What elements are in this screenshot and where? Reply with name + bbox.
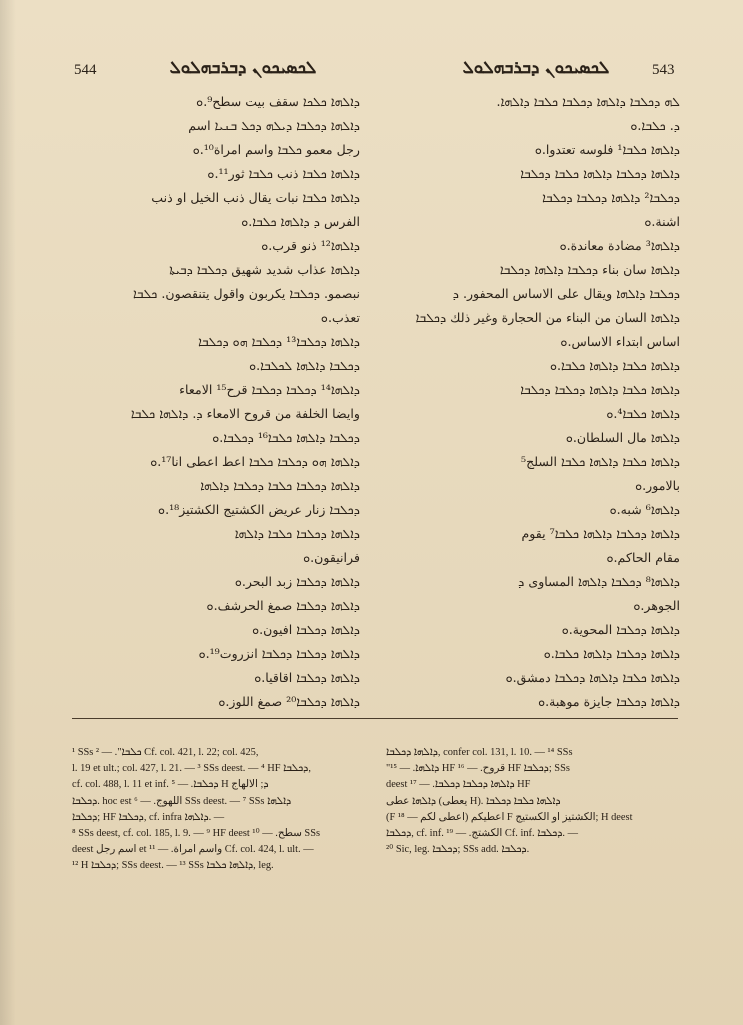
left-column xyxy=(72,90,360,714)
entry-line: ܕܟܠܒܐ ܕܐܠܗܐ ܟܠܒܐ¹⁶ ܕܟܠܒܐ.ܘ xyxy=(212,430,360,445)
entry-line: ܕܐܠܗܐ ܟܠܒܐ ܕܐܠܗܐ ܕܟܠܒܐ ܕܟܠܒܐ xyxy=(520,382,680,397)
footnote-line: ⁸ SSs deest, cf. col. 185, l. 9. — ⁹ HF deest سطح. — ¹⁰ SSs xyxy=(72,828,321,840)
entry-line: الجوهر.ܘ xyxy=(633,598,680,613)
entry-line: اشنة.ܘ xyxy=(644,214,680,229)
footnote-line: (F اعطيكم (اعطى لكم — ¹⁸ F الكشتيز او الكستيج; H deest xyxy=(386,811,633,823)
entry-line: ܕܟܠܒܐ زنار عريض الكشتيج الكشتيز¹⁸.ܘ xyxy=(158,502,360,517)
entry-line: الفرس ܕ ܕܐܠܗܐ ܟܠܒܐ.ܘ xyxy=(241,214,360,229)
entry-line: ܕܐܠܗܐ ܕܟܠܒܐ المحوية.ܘ xyxy=(561,622,680,637)
entry-line: ܕܐܠܗܐ ܕܟܠܒܐ²⁰ صمغ اللوز.ܘ xyxy=(218,694,360,709)
footnote-line: ¹ SSs ܟܠܒܐ". — ² Cf. col. 421, l. 22; col. 425, xyxy=(72,747,259,758)
entry-line: ܕ. ܟܠܒܐ.ܘ xyxy=(630,118,680,133)
entry-line: ܕܐܠܗܐ ܕܟܠܒܐ زبد البحر.ܘ xyxy=(234,574,360,589)
entry-line: ܠܗ ܕܟܠܒܐ ܕܐܠܗܐ ܕܟܠܒܐ ܟܠܒܐ ܕܐܠܗܐ. xyxy=(496,94,680,109)
entry-line: ܕܟܠܒܐ ܕܐܠܗܐ ويقال على الاساس المحفور. ܕ xyxy=(452,286,680,301)
entry-line: ܕܐܠܗܐ⁶ شبه.ܘ xyxy=(609,502,680,517)
entry-line: ܕܐܠܗܐ ܟܠܟܐ سقف بيت سطح⁹.ܘ xyxy=(196,94,360,109)
entry-line: ܕܐܠܗܐ ܕܟܠܒܐ ܕܐܠܗܐ ܟܠܒܐ.ܘ xyxy=(543,646,680,661)
entry-line: ܕܐܠܗܐ السان من البناء من الحجارة وغير ذلك ܕܟܠܒܐ xyxy=(415,310,680,325)
entry-line: ܕܟܠܒܐ ܕܐܠܗܐ ܠܟܠܒܐ.ܘ xyxy=(249,358,360,373)
entry-line: ܕܐܠܗܐ ܕܟܠܒܐ¹³ ܕܟܠܒܐ ܗܘ ܕܟܠܒܐ xyxy=(198,334,360,349)
left-footnotes xyxy=(72,745,362,875)
entry-line: ܕܐܠܗܐ³ مضادة معاندة.ܘ xyxy=(559,238,680,253)
entry-line: ܕܐܠܗܐ ܕܟܠܒܐ افيون.ܘ xyxy=(252,622,360,637)
entry-line: ܕܐܠܗܐ عذاب شديد شهيق ܕܟܠܒܐ ܕܒܝܬܐ xyxy=(169,262,360,277)
entry-line: ܕܐܠܗܐ ܕܟܠܒܐ ܕܝܠܗ ܕܟܠ ܒܢܝܐ اسم xyxy=(188,118,360,133)
entry-line: ܕܟܠܒܐ² ܕܐܠܗܐ ܕܟܠܒܐ ܕܟܠܒܐ xyxy=(542,190,680,205)
footnote-line: cf. col. 488, l. 11 et inf. ܕܟܠܒܐ. — ⁵ H ܕ; الالهاج xyxy=(72,779,269,791)
entry-line: ܕܐܠܗܐ ܕܟܠܒܐ صمغ الحرشف.ܘ xyxy=(206,598,360,613)
entry-line: رجل معمو ܟܠܒܐ واسم امراة¹⁰.ܘ xyxy=(192,142,360,157)
footnote-line: ܕܟܠܒܐ; HF ܕܟܠܒܐ, cf. infra ܕܐܠܗܐ. — xyxy=(72,811,225,823)
entry-line: ܕܐܠܗܐ⁸ ܕܟܠܒܐ ܕܐܠܗܐ المساوى ܕ xyxy=(518,574,680,589)
entry-line: ܕܐܠܗܐ ܕܟܠܒܐ ܕܟܠܒܐ انزروت¹⁹.ܘ xyxy=(198,646,360,661)
entry-line: ܕܐܠܗܐ مال السلطان.ܘ xyxy=(565,430,680,445)
right-footnotes xyxy=(386,745,678,858)
entry-line: ܕܐܠܗܐ ܗܘ ܕܟܠܒܐ ܟܠܒܐ اعط اعطى انا¹⁷.ܘ xyxy=(150,454,360,469)
footnote-line: ²⁰ Sic, leg. ܕܟܠܒܐ; SSs add. ܕܟܠܒܐ. xyxy=(386,844,530,856)
footnote-line: ¹² H ܕܟܠܒܐ; SSs deest. — ¹³ SSs ܕܐܠܗܐ ܟܠܒܐ, leg. xyxy=(72,860,274,872)
entry-line: تعذب.ܘ xyxy=(320,310,360,325)
entry-line: ܕܐܠܗܐ ܕܟܠܒܐ ܕܐܠܗܐ ܟܠܒܐ⁷ يقوم xyxy=(521,526,680,541)
entry-line: ܕܐܠܗܐ¹² ذنو قرب.ܘ xyxy=(261,238,360,253)
right-page-number: 543 xyxy=(652,62,675,78)
footnote-line: ܕܟܠܒܐ, cf. inf. الكشتج. — ¹⁹ Cf. inf. ܕܟܠܒܐ. — xyxy=(386,828,578,840)
right-column xyxy=(386,90,680,714)
right-running-head: ܠܟܣܝܟܘܢ ܕܒܪܒܗܠܘܠ xyxy=(462,58,610,78)
entry-line: فرانيقون.ܘ xyxy=(303,550,360,565)
footnote-line: ܕܐܠܗܐ عطى (يعطى H). ܕܐܠܗܐ ܟܠܒܐ ܕܟܠܒܐ xyxy=(386,795,561,807)
entry-line: وايضا الخلفة من قروح الامعاء ܕ. ܕܐܠܗܐ ܟܠܒܐ xyxy=(130,406,360,421)
left-running-head: ܠܟܣܝܟܘܢ ܕܒܪܒܗܠܘܠ xyxy=(169,58,317,78)
left-page-number: 544 xyxy=(74,62,97,78)
entry-line: ܕܐܠܗܐ ܟܠܒܐ⁴.ܘ xyxy=(606,406,680,421)
footnote-rule xyxy=(72,718,678,719)
footnote-line: "ܕܐܠܗܐ. — ¹⁵ HF قروح. — ¹⁶ HF ܕܟܠܒܐ; SSs xyxy=(386,763,570,775)
footnote-line: l. 19 et ult.; col. 427, l. 21. — ³ SSs deest. — ⁴ HF ܕܟܠܒܐ, xyxy=(72,763,311,775)
entry-line: نبصمو. ܕܟܠܒܐ يكربون واقول يتنقصون. ܟܠܒܐ xyxy=(133,286,360,301)
entry-line: ܕܐܠܗܐ ܟܠܒܐ¹ فلوسه تعتدوا.ܘ xyxy=(534,142,680,157)
entry-line: ܕܐܠܗܐ ܟܠܒܐ ܕܐܠܗܐ ܕܟܠܒܐ دمشق.ܘ xyxy=(505,670,680,685)
footnote-line: ܕܐܠܗܐ ܕܟܠܒܐ, confer col. 131, l. 10. — ¹⁴ SSs xyxy=(386,747,573,758)
entry-line: ܕܐܠܗܐ ܕܟܠܒܐ جايزة موهبة.ܘ xyxy=(538,694,680,709)
footnote-line: ܕܟܠܒܐ. hoc est اللهوج. — ⁶ SSs deest. — ⁷ SSs ܕܐܠܗܐ xyxy=(72,795,292,807)
entry-line: ܕܐܠܗܐ ܕܟܠܒܐ ܟܠܒܐ ܕܐܠܗܐ xyxy=(234,526,360,541)
entry-line: ܕܐܠܗܐ ܕܟܠܒܐ اقاقيا.ܘ xyxy=(254,670,360,685)
entry-line: بالامور.ܘ xyxy=(635,478,680,493)
entry-line: ܕܐܠܗܐ ܟܠܒܐ نبات يقال ذنب الخيل او ذنب xyxy=(151,190,360,205)
footnote-line: deest ܕܐܠܗܐ ܕܟܠܒܐ ܕܟܠܒܐ. — ¹⁷ HF xyxy=(386,779,531,791)
footnote-line: deest اسم رجل et واسم امراة. — ¹¹ Cf. col. 424, l. ult. — xyxy=(72,844,314,856)
entry-line: اساس ابتداء الاساس.ܘ xyxy=(560,334,680,349)
entry-line: ܕܐܠܗܐ ܟܠܒܐ ܕܐܠܗܐ ܟܠܒܐ.ܘ xyxy=(549,358,680,373)
entry-line: ܕܐܠܗܐ¹⁴ ܕܟܠܒܐ ܕܟܠܒܐ قرح¹⁵ الامعاء xyxy=(179,382,360,397)
entry-line: ܕܐܠܗܐ سان بناء ܕܟܠܒܐ ܕܐܠܗܐ ܕܟܠܒܐ xyxy=(499,262,680,277)
entry-line: مقام الحاكم.ܘ xyxy=(606,550,680,565)
entry-line: ܕܐܠܗܐ ܕܟܠܒܐ ܟܠܒܐ ܕܟܠܒܐ ܕܐܠܗܐ xyxy=(200,478,360,493)
page-edge-shadow xyxy=(0,0,16,1025)
entry-line: ܕܐܠܗܐ ܟܠܒܐ ذنب ܟܠܒܐ ثور¹¹.ܘ xyxy=(207,166,360,181)
entry-line: ܕܐܠܗܐ ܟܠܒܐ ܕܐܠܗܐ ܟܠܒܐ السلج⁵ xyxy=(521,454,680,469)
entry-line: ܕܐܠܗܐ ܕܟܠܒܐ ܕܐܠܗܐ ܟܠܒܐ ܕܟܠܒܐ xyxy=(520,166,680,181)
